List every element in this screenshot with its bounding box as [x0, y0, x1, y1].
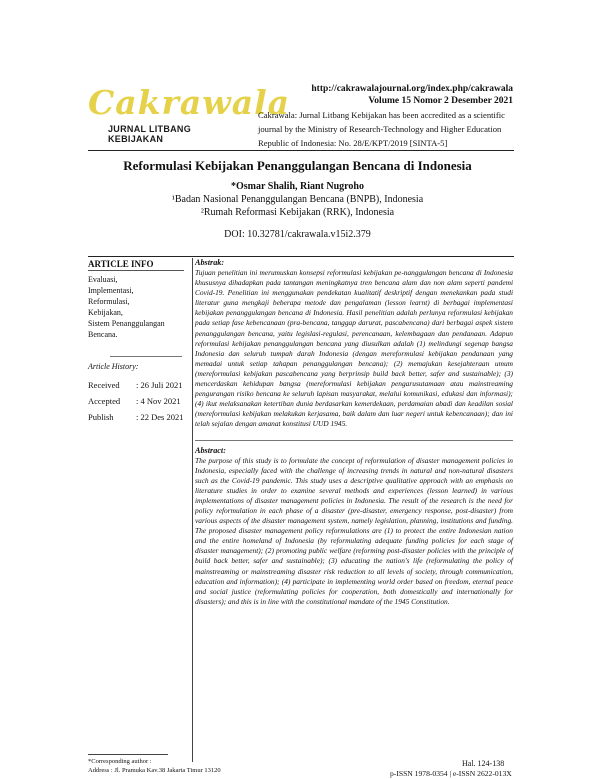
article-authors: *Osmar Shalih, Riant Nugroho	[231, 181, 364, 192]
journal-url[interactable]: http://cakrawalajournal.org/index.php/cakrawala	[311, 84, 513, 94]
page-range: Hal. 124-138	[462, 759, 505, 768]
accreditation-line: journal by the Ministry of Research-Technology and Higher Education	[258, 124, 502, 134]
keyword: Implementasi,	[88, 286, 134, 295]
logo-wordmark: Cakrawala	[88, 83, 290, 122]
history-accepted	[88, 393, 183, 409]
article-info-heading: ARTICLE INFO	[88, 259, 154, 269]
abstract-id-heading: Abstrak:	[195, 258, 225, 267]
issn: p-ISSN 1978-0354 | e-ISSN 2622-013X	[390, 769, 512, 778]
accreditation-note	[258, 108, 514, 150]
keywords-list	[88, 274, 184, 340]
affiliation-2: ²Rumah Reformasi Kebijakan (RRK), Indonesia	[200, 207, 395, 218]
history-received	[88, 377, 183, 393]
journal-volume: Volume 15 Nomor 2 Desember 2021	[368, 96, 513, 106]
article-info-rule	[88, 270, 184, 271]
history-value: : 22 Des 2021	[136, 412, 184, 422]
abstract-divider	[195, 440, 513, 441]
history-label: Received	[88, 380, 120, 390]
abstract-column	[192, 258, 515, 762]
history-publish	[88, 409, 183, 425]
history-value: : 4 Nov 2021	[136, 396, 181, 406]
keyword: Reformulasi,	[88, 297, 130, 306]
accreditation-line: Republic of Indonesia: No. 28/E/KPT/2019 [SINTA-5]	[258, 138, 448, 148]
history-label: Publish	[88, 412, 114, 422]
author-address: Address : Jl. Pramuka Kav.38 Jakarta Timur 13120	[88, 767, 221, 774]
keyword: Sistem Penanggulangan Bencana.	[88, 319, 165, 339]
abstract-en-text: The purpose of this study is to formulate the concept of reformulation of disaster management policies in Indonesia, especially faced with the challenge of increasing trends in natural and non-natural disasters such as the Covid-19 pandemic. This study uses a descriptive qualitative approach with an emphasis on literature studies in order to examine several methods and experiences (lesson learned) in various implementations of disaster management policies in Indonesia. The result of the research is the need for policy reformulation in each phase of a disaster (pre-disaster, emergency response, post-disaster) from various aspects of the disaster management system, namely legislation, planning, institutions and funding. The proposed disaster management policy reformulations are (1) to protect the entire Indonesian nation and the entire homeland of Indonesia (by reformulating adequate funding policies for each stage of disaster management); (2) promoting public welfare (reforming post-disaster policies with the principle of build back better, safer and sustainable); (3) educating the nation's life (reformulating the policy of mainstreaming or mainstreaming disaster risk reduction to all levels of society, through communication, education and information); (4) participate in implementing world order based on freedom, eternal peace and social justice (reformulating policies for cooperation, both domestically and internationally for disasters); and this is in line with the constitutional mandate of the 1945 Constitution.	[195, 455, 513, 606]
abstract-en-heading: Abstract:	[195, 445, 226, 455]
section-top-rule	[88, 256, 514, 257]
article-history	[88, 377, 183, 425]
logo-subtitle: JURNAL LITBANG KEBIJAKAN	[108, 124, 192, 144]
affiliation-1: ¹Badan Nasional Penanggulangan Bencana (BNPB), Indonesia	[171, 194, 424, 205]
accreditation-line: Cakrawala: Jurnal Litbang Kebijakan has been accredited as a scientific	[258, 110, 505, 120]
history-heading: Article History:	[88, 362, 139, 371]
journal-logo	[88, 83, 290, 144]
keyword: Kebijakan,	[88, 308, 123, 317]
article-doi[interactable]: DOI: 10.32781/cakrawala.v15i2.379	[224, 229, 371, 240]
article-title: Reformulasi Kebijakan Penanggulangan Bencana di Indonesia	[123, 158, 472, 173]
history-value: : 26 Juli 2021	[136, 380, 183, 390]
footnote-rule	[88, 754, 168, 755]
abstract-id-text: Tujuan penelitian ini merumuskan konsepsi reformulasi kebijakan pe-nanggulangan bencana di Indonesia khususnya dihadapkan pada tantangan meningkatnya tren bencana alam dan non alam seperti pandemi Covid-19. Penelitian ini menggunakan pendekatan kualitatif deskriptif dengan menekankan pada studi literatur guna mengkaji beberapa metode dan pengalaman (lesson learnt) di berbagai implementasi kebijakan penanggulangan bencana di Indonesia. Hasil penelitian adalah perlunya reformulasi kebijakan pada setiap fase kebencanaan (pra-bencana, tanggap darurat, pascabencana) dari berbagai aspek sistem penanggulangan bencana, yaitu legislasi-regulasi, perencanaan, kelembagaan dan pendanaan. Adapun reformulasi kebijakan penanggulangan bencana yang diusulkan adalah (1) melindungi segenap bangsa Indonesia dan seluruh tumpah darah Indonesia (dengan mereformulasi kebijakan pendanaan yang memadai untuk setiap tahapan penanggulangan bencana); (2) memajukan kesejahteraan umum (mereformulasi kebijakan pascabencana yang berprinsip build back better, safer and sustainable); (3) mencerdaskan kehidupan bangsa (mereformulasi kebijakan pengarusutamaan atau mainstreaming pengurangan risiko bencana ke seluruh lapisan masyarakat, melalui komunikasi, edukasi dan informasi); (4) ikut melaksanakan ketertiban dunia berdasarkan kemerdekaan, perdamaian abadi dan keadilan sosial (mereformulasi kebijakan melakukan kerjasama, baik dalam dan luar negeri untuk kebencanaan); dan ini telah sejalan dengan amanat konstitusi UUD 1945.	[195, 268, 513, 429]
history-label: Accepted	[88, 396, 121, 406]
keyword: Evaluasi,	[88, 275, 118, 284]
header-rule	[88, 150, 514, 151]
history-rule	[110, 356, 182, 357]
corresponding-author: *Corresponding author :	[88, 758, 152, 765]
